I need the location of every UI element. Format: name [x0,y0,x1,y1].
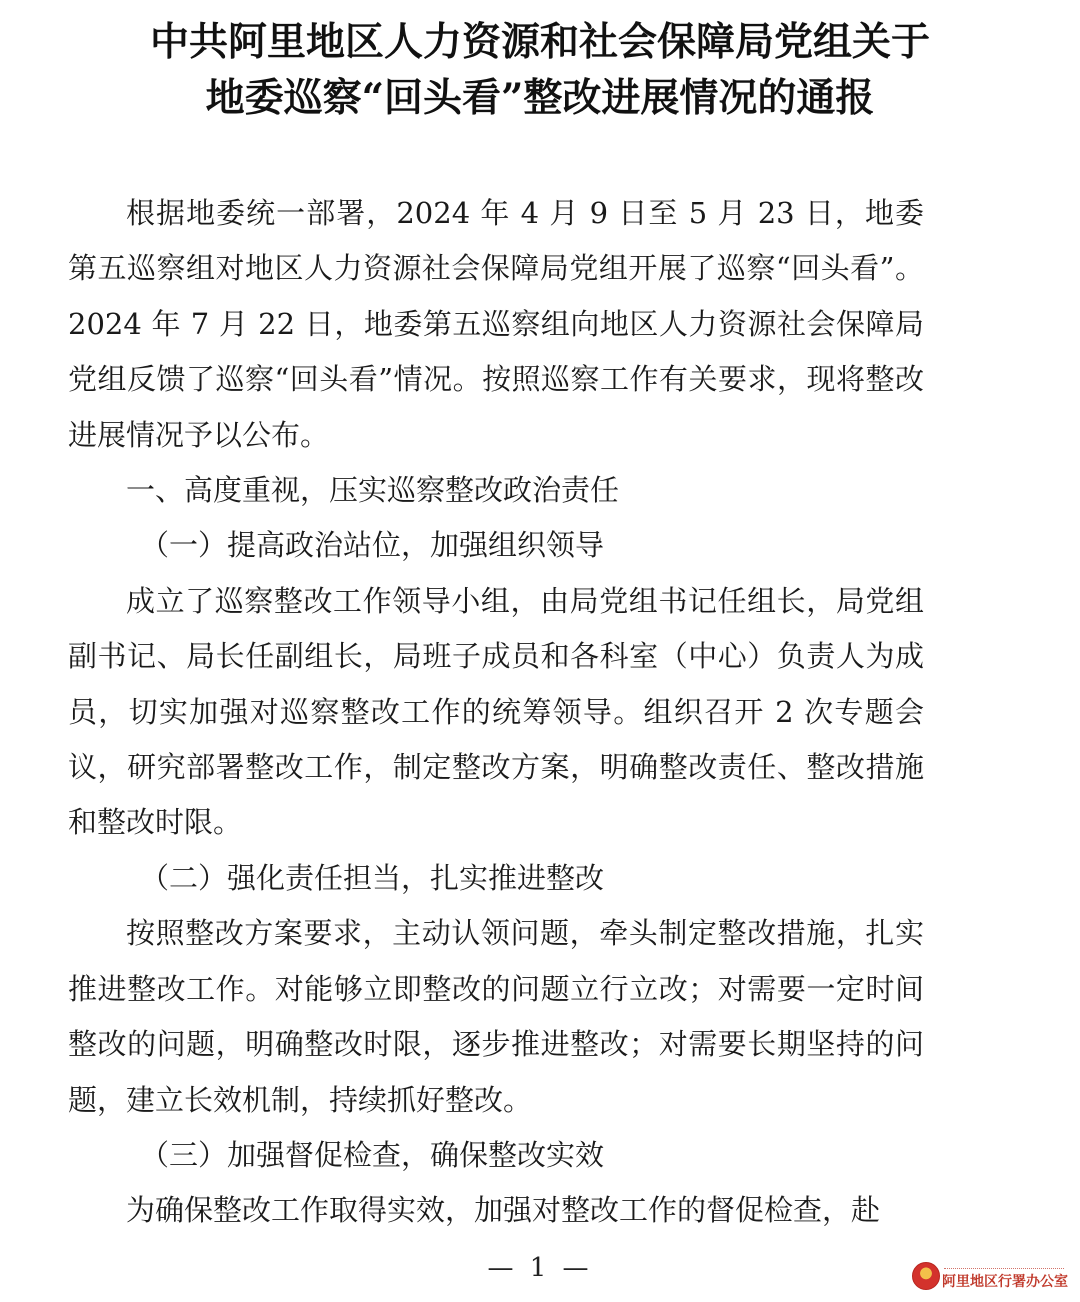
national-emblem-icon [912,1262,940,1290]
document-body [68,186,924,1239]
paragraph-2: 按照整改方案要求，主动认领问题，牵头制定整改措施，扎实推进整改工作。对能够立即整改的问题立行立改；对需要一定时间整改的问题，明确整改时限，逐步推进整改；对需要长期坚持的问题，建立长效机制，持续抓好整改。 [68,916,924,1117]
subsection-heading-2: （二）强化责任担当，扎实推进整改 [140,860,605,895]
title-line-2: 地委巡察“回头看”整改进展情况的通报 [205,75,875,121]
watermark [912,1256,1072,1298]
intro-paragraph: 根据地委统一部署，2024 年 4 月 9 日至 5 月 23 日，地委第五巡察组对地区人力资源社会保障局党组开展了巡察“回头看”。2024 年 7 月 22 日，地委第五巡察组向地区人力资源社会保障局党组反馈了巡察“回头看”情况。按照巡察工作有关要求，现将整改进展情况予以公布。 [68,196,924,452]
paragraph-1: 成立了巡察整改工作领导小组，由局党组书记任组长，局党组副书记、局长任副组长，局班子成员和各科室（中心）负责人为成员，切实加强对巡察整改工作的统筹领导。组织召开 2 次专题会议，研究部署整改工作，制定整改方案，明确整改责任、整改措施和整改时限。 [68,583,924,840]
subsection-heading-3: （三）加强督促检查，确保整改实效 [140,1137,605,1172]
tibetan-script-decoration [944,1258,1064,1269]
document-title [0,14,1080,126]
subsection-heading-1: （一）提高政治站位，加强组织领导 [140,528,605,563]
section-heading-1: 一、高度重视，压实巡察整改政治责任 [126,473,620,508]
watermark-text: 阿里地区行署办公室 [942,1274,1068,1290]
page-number: — 1 — [487,1253,593,1283]
paragraph-3: 为确保整改工作取得实效，加强对整改工作的督促检查，赴 [126,1193,881,1228]
title-line-1: 中共阿里地区人力资源和社会保障局党组关于 [149,19,930,65]
